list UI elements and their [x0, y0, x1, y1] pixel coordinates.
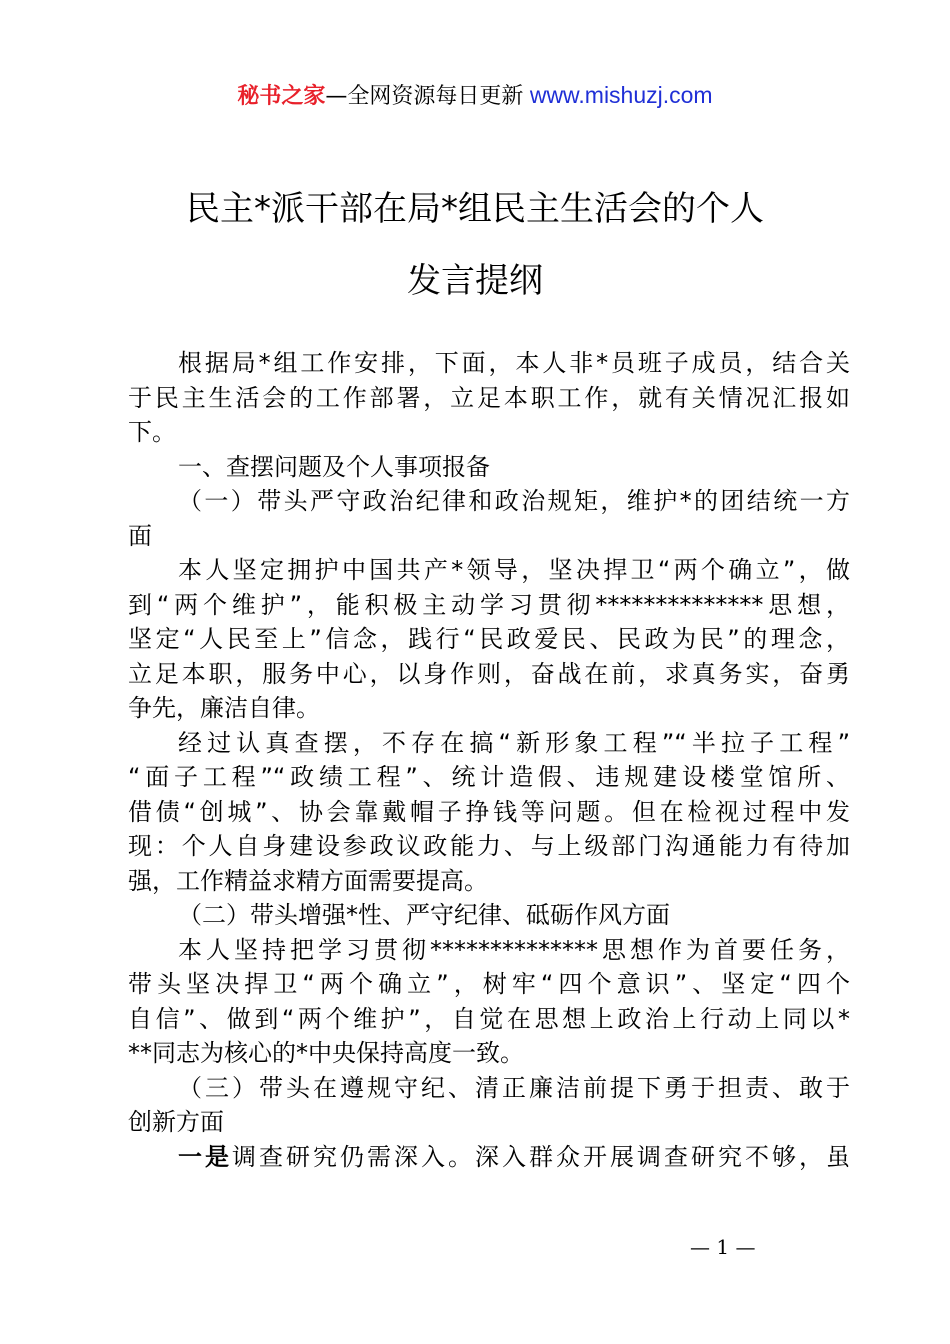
- subsection-heading: （一）带头严守政治纪律和政治规矩，维护*的团结统一方: [178, 487, 850, 515]
- header-tagline: —全网资源每日更新: [325, 84, 524, 109]
- body-line: 坚定“人民至上”信念，践行“民政爱民、民政为民”的理念，: [128, 625, 850, 653]
- subsection-heading: （三）带头在遵规守纪、清正廉洁前提下勇于担责、敢于: [178, 1073, 850, 1102]
- body-line: 下。: [128, 418, 176, 446]
- subsection-heading: （二）带头增强*性、严守纪律、砥砺作风方面: [178, 901, 670, 929]
- site-header: [0, 78, 950, 114]
- section-heading: 一、查摆问题及个人事项报备: [178, 452, 490, 481]
- body-line: 于民主生活会的工作部署，立足本职工作，就有关情况汇报如: [128, 383, 850, 412]
- body-line: “面子工程”“政绩工程”、统计造假、违规建设楼堂馆所、: [128, 763, 850, 791]
- body-line: 现：个人自身建设参政议政能力、与上级部门沟通能力有待加: [128, 832, 850, 860]
- emphasis-label: 一是: [178, 1142, 232, 1171]
- body-line: 借债“创城”、协会靠戴帽子挣钱等问题。但在检视过程中发: [128, 797, 850, 826]
- subsection-heading-cont: 面: [128, 521, 152, 550]
- body-line: 本人坚定拥护中国共产*领导，坚决捍卫“两个确立”，做: [178, 556, 850, 584]
- body-line: 根据局*组工作安排，下面，本人非*员班子成员，结合关: [178, 349, 850, 377]
- page-number: — 1 —: [690, 1235, 756, 1259]
- body-line: 争先，廉洁自律。: [128, 694, 320, 722]
- document-title-line-1: 民主*派干部在局*组民主生活会的个人: [186, 189, 764, 229]
- body-line-text: 调查研究仍需深入。深入群众开展调查研究不够，虽: [232, 1142, 850, 1171]
- body-line-last: [128, 1140, 850, 1175]
- body-line: **同志为核心的*中央保持高度一致。: [128, 1039, 524, 1067]
- body-line: 本人坚持把学习贯彻**************思想作为首要任务，: [178, 935, 850, 964]
- body-line: 强，工作精益求精方面需要提高。: [128, 866, 488, 895]
- document-title-line-2: 发言提纲: [407, 261, 543, 301]
- brand-name: 秘书之家: [237, 84, 326, 109]
- body-line: 带头坚决捍卫“两个确立”，树牢“四个意识”、坚定“四个: [128, 970, 850, 998]
- body-line: 到“两个维护”，能积极主动学习贯彻**************思想，: [128, 590, 850, 619]
- body-line: 经过认真查摆，不存在搞“新形象工程”“半拉子工程”: [178, 728, 850, 757]
- document-body: [128, 346, 850, 1174]
- body-line: 立足本职，服务中心，以身作则，奋战在前，求真务实，奋勇: [128, 659, 850, 688]
- site-url[interactable]: www.mishuzj.com: [523, 82, 713, 108]
- body-line: 自信”、做到“两个维护”，自觉在思想上政治上行动上同以*: [128, 1004, 850, 1033]
- subsection-heading-cont: 创新方面: [128, 1108, 224, 1136]
